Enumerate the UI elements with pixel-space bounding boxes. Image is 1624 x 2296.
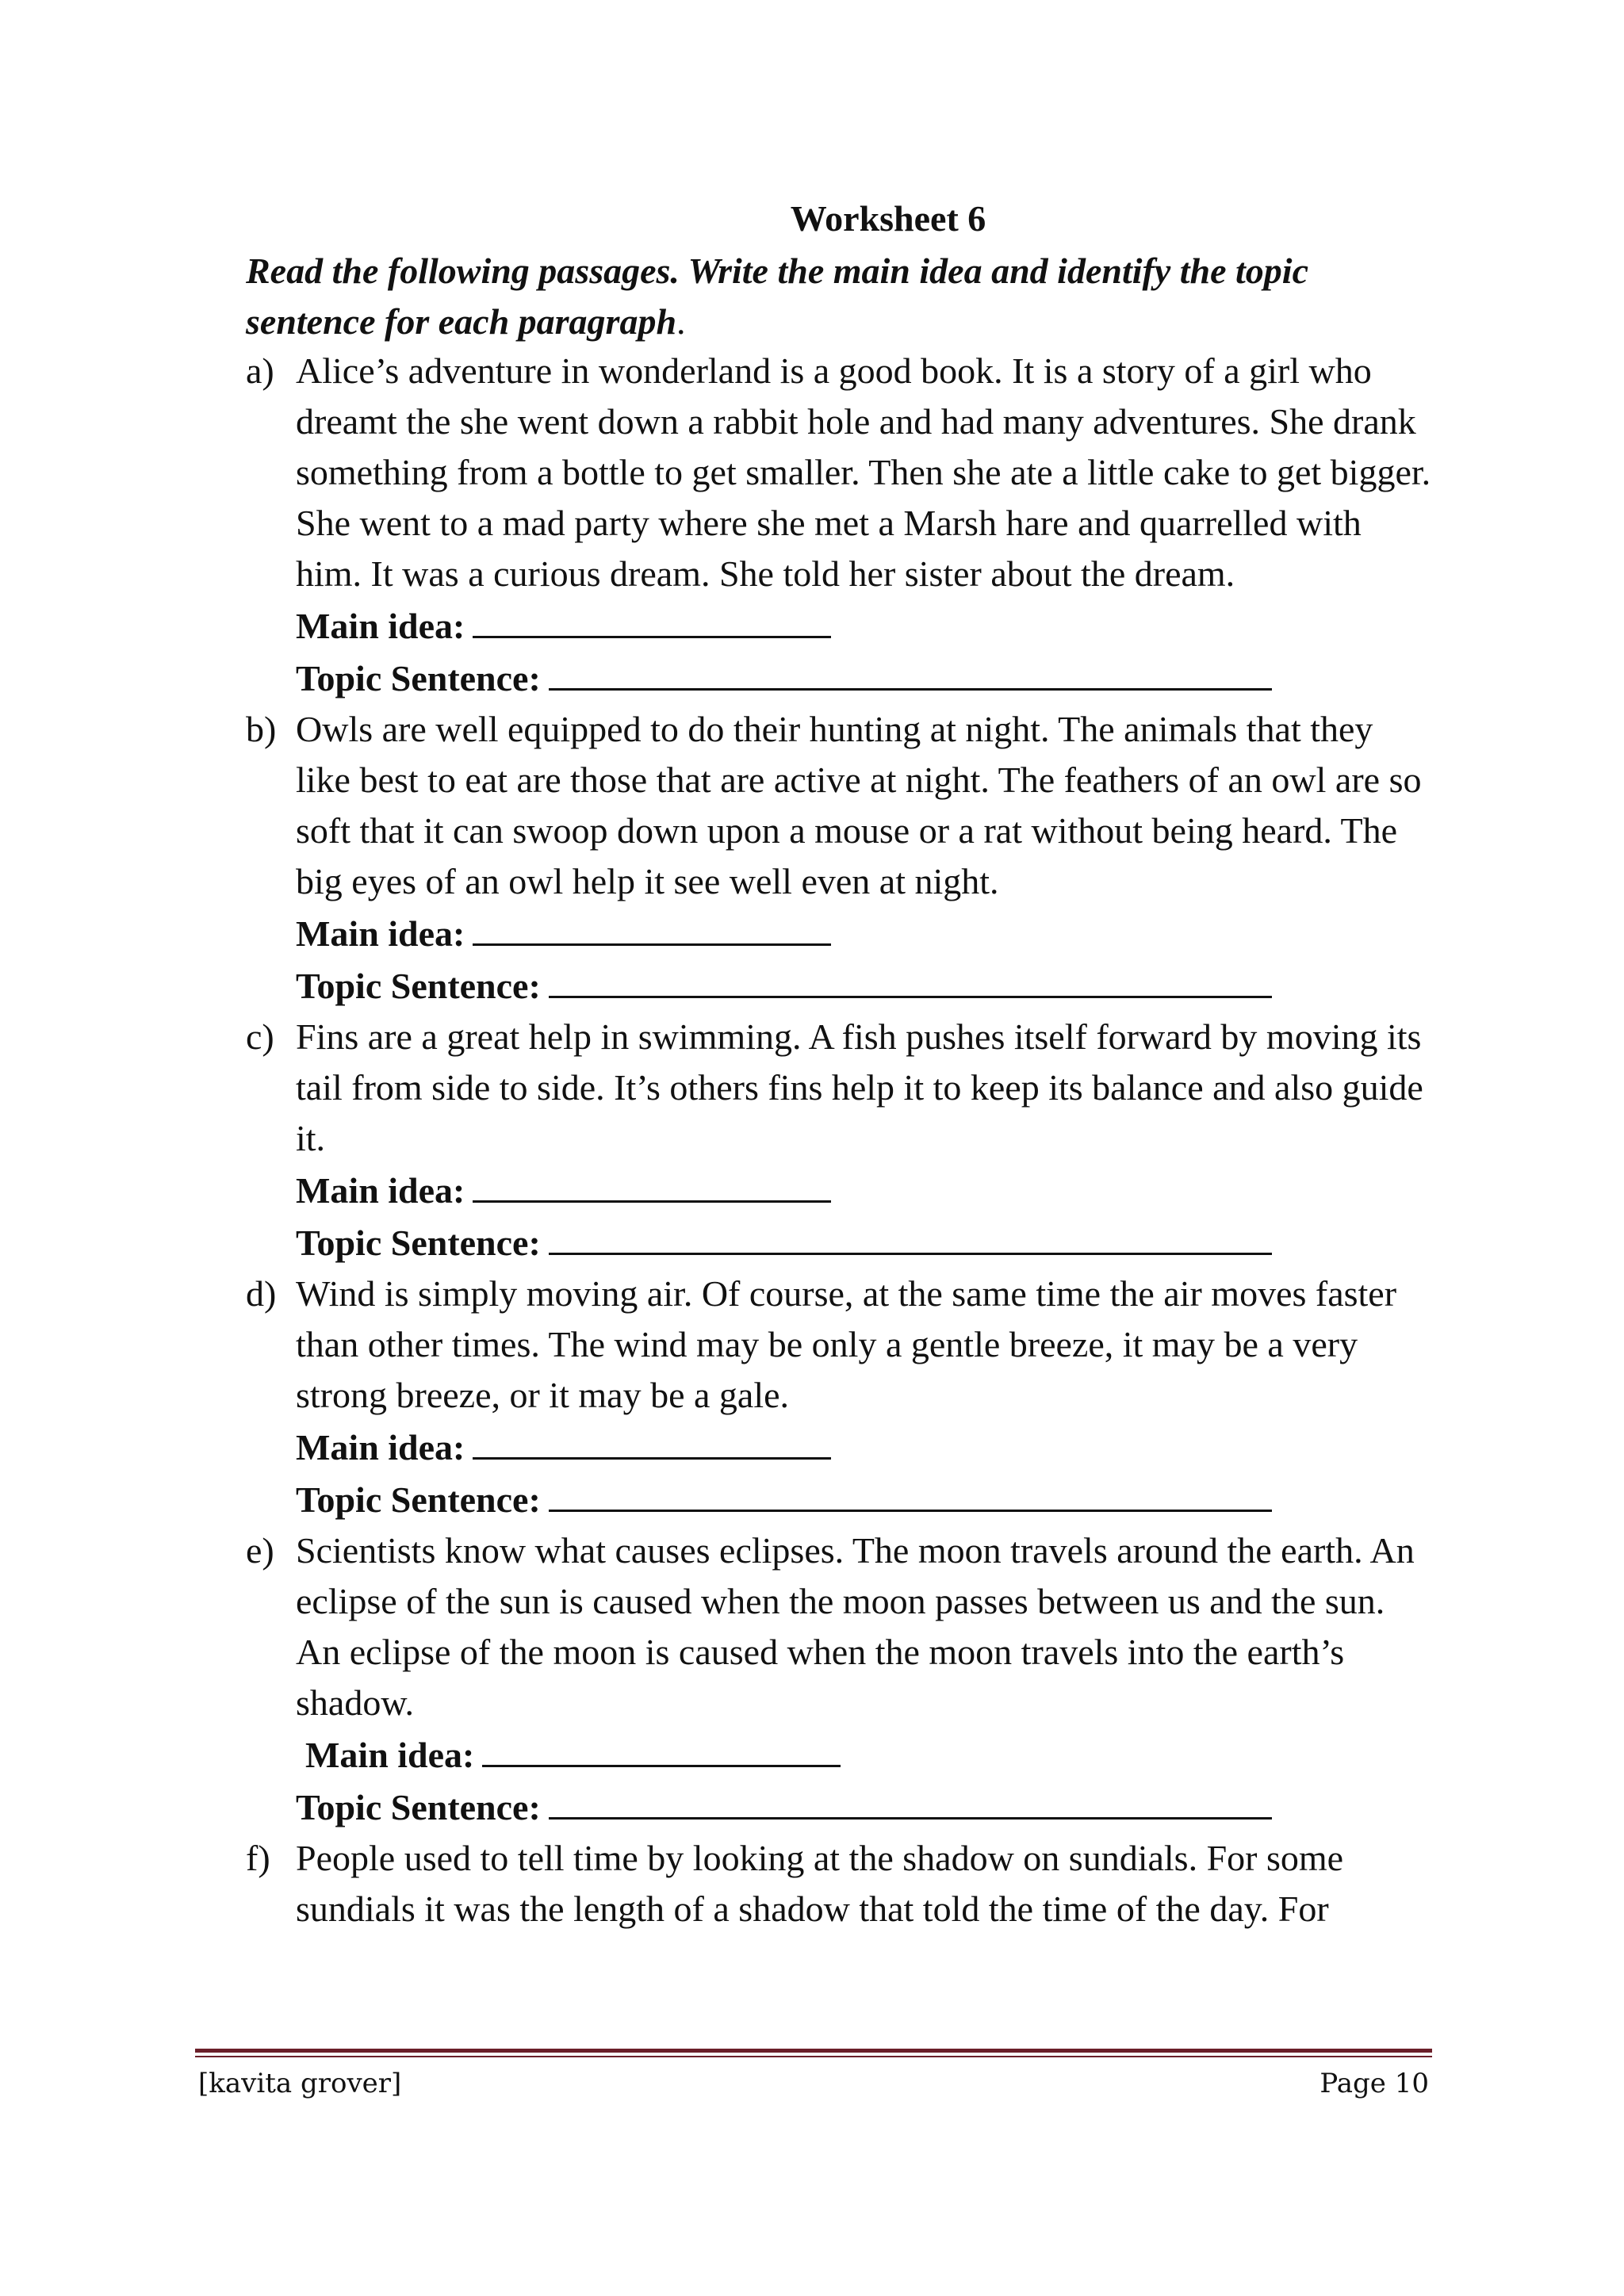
- item-letter: d): [246, 1273, 277, 1314]
- topic-sentence-label: Topic Sentence:: [296, 1479, 541, 1520]
- passage-item-e: [246, 1525, 1435, 1833]
- item-letter: a): [246, 350, 274, 391]
- passage-item-f: [246, 1833, 1435, 1934]
- topic-sentence-blank[interactable]: [549, 1781, 1272, 1820]
- footer-author: [kavita grover]: [198, 2068, 402, 2099]
- passage-list: [246, 346, 1435, 1934]
- topic-sentence-label: Topic Sentence:: [296, 1787, 541, 1827]
- topic-sentence-row: [296, 959, 1435, 1012]
- main-idea-row: [296, 599, 1435, 652]
- main-idea-blank[interactable]: [473, 599, 831, 638]
- topic-sentence-row: [296, 1781, 1435, 1833]
- topic-sentence-label: Topic Sentence:: [296, 1223, 541, 1263]
- passage-text: People used to tell time by looking at the shadow on sundials. For some sundials it was the length of a shadow that told the time of the day. For: [296, 1838, 1344, 1929]
- main-idea-row: [296, 1421, 1435, 1473]
- passage-item-a: [246, 346, 1435, 704]
- main-idea-blank[interactable]: [482, 1728, 841, 1767]
- item-letter: f): [246, 1838, 270, 1878]
- instructions-text: Read the following passages. Write the main idea and identify the topic sentence for each paragraph: [246, 251, 1308, 342]
- topic-sentence-row: [296, 1216, 1435, 1269]
- footer-divider-thin: [195, 2056, 1432, 2057]
- topic-sentence-label: Topic Sentence:: [296, 966, 541, 1006]
- main-idea-label: Main idea:: [296, 913, 465, 954]
- footer-page-number: Page 10: [1320, 2068, 1429, 2099]
- passage-text: Scientists know what causes eclipses. The moon travels around the earth. An eclipse of the sun is caused when the moon passes between us and the sun. An eclipse of the moon is caused when the moon travels into the earth’s shadow.: [296, 1530, 1415, 1723]
- topic-sentence-blank[interactable]: [549, 652, 1272, 691]
- main-idea-blank[interactable]: [473, 1164, 831, 1203]
- item-letter: c): [246, 1016, 274, 1057]
- topic-sentence-label: Topic Sentence:: [296, 658, 541, 698]
- passage-text: Owls are well equipped to do their hunting at night. The animals that they like best to eat are those that are active at night. The feathers of an owl are so soft that it can swoop down upon a mouse or a rat without being heard. The big eyes of an owl help it see well even at night.: [296, 709, 1422, 901]
- main-idea-blank[interactable]: [473, 1421, 831, 1460]
- topic-sentence-row: [296, 652, 1435, 704]
- instructions-period: .: [676, 301, 686, 342]
- passage-text: Alice’s adventure in wonderland is a good book. It is a story of a girl who dreamt the she went down a rabbit hole and had many adventures. She drank something from a bottle to get smaller. Then she ate a little cake to get bigger. She went to a mad party where she met a Marsh hare and quarrelled with him. It was a curious dream. She told her sister about the dream.: [296, 350, 1431, 594]
- instructions: [246, 246, 1435, 347]
- main-idea-row: [296, 1164, 1435, 1216]
- passage-item-c: [246, 1012, 1435, 1269]
- main-idea-label: Main idea:: [305, 1735, 475, 1775]
- topic-sentence-blank[interactable]: [549, 959, 1272, 998]
- item-letter: b): [246, 709, 277, 749]
- passage-item-d: [246, 1269, 1435, 1525]
- main-idea-label: Main idea:: [296, 1170, 465, 1211]
- passage-text: Wind is simply moving air. Of course, at the same time the air moves faster than other times. The wind may be only a gentle breeze, it may be a very strong breeze, or it may be a gale.: [296, 1273, 1397, 1415]
- footer-divider: [195, 2049, 1432, 2053]
- item-letter: e): [246, 1530, 274, 1571]
- topic-sentence-row: [296, 1473, 1435, 1525]
- topic-sentence-blank[interactable]: [549, 1473, 1272, 1512]
- page-title: Worksheet 6: [790, 198, 986, 239]
- main-idea-blank[interactable]: [473, 907, 831, 946]
- main-idea-label: Main idea:: [296, 1427, 465, 1468]
- main-idea-row: [296, 907, 1435, 959]
- topic-sentence-blank[interactable]: [549, 1216, 1272, 1255]
- passage-text: Fins are a great help in swimming. A fish pushes itself forward by moving its tail from side to side. It’s others fins help it to keep its balance and also guide it.: [296, 1016, 1423, 1158]
- main-idea-label: Main idea:: [296, 606, 465, 646]
- main-idea-row: [296, 1728, 1435, 1781]
- passage-item-b: [246, 704, 1435, 1012]
